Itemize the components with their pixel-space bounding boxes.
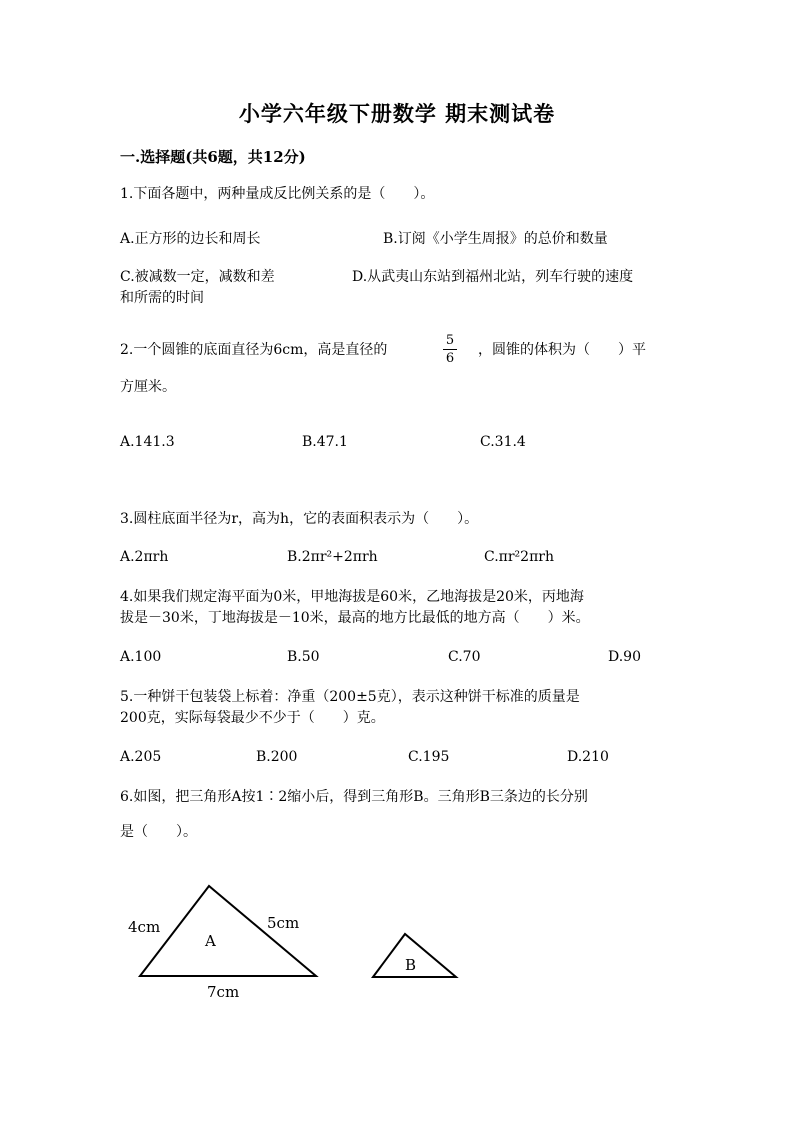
question-1-option-c: C.被减数一定，减数和差 (120, 269, 275, 285)
question-1-option-d-continued: 和所需的时间 (120, 290, 204, 306)
question-3-stem: 3.圆柱底面半径为r，高为h，它的表面积表示为（ ）。 (120, 511, 479, 527)
question-4-option-b: B.50 (287, 649, 320, 665)
question-2-option-a: A.141.3 (120, 434, 175, 450)
question-1-option-d: D.从武夷山东站到福州北站，列车行驶的速度 (352, 269, 634, 285)
question-1-stem: 1.下面各题中，两种量成反比例关系的是（ ）。 (120, 186, 435, 202)
question-3-option-a: A.2πrh (120, 549, 169, 565)
question-4-stem-line1: 4.如果我们规定海平面为0米，甲地海拔是60米，乙地海拔是20米，丙地海 (120, 589, 584, 605)
triangle-b-label: B (405, 956, 417, 974)
question-5-option-d: D.210 (567, 749, 609, 765)
question-2-option-c: C.31.4 (480, 434, 526, 450)
question-4-option-a: A.100 (120, 649, 162, 665)
question-5-option-a: A.205 (120, 749, 162, 765)
fraction-denominator: 6 (445, 351, 455, 366)
question-6-stem-line1: 6.如图，把三角形A按1∶2缩小后，得到三角形B。三角形B三条边的长分别 (120, 789, 588, 805)
question-5-option-c: C.195 (408, 749, 450, 765)
question-5-option-b: B.200 (256, 749, 298, 765)
question-5-stem-line1: 5.一种饼干包装袋上标着：净重（200±5克），表示这种饼干标准的质量是 (120, 689, 580, 705)
question-4-stem-line2: 拔是－30米，丁地海拔是－10米，最高的地方比最低的地方高（ ）米。 (120, 610, 590, 626)
triangle-a-right-side-label: 5cm (267, 914, 300, 932)
question-4-option-d: D.90 (608, 649, 641, 665)
question-2-stem-start: 2.一个圆锥的底面直径为6cm，高是直径的 (120, 342, 388, 358)
question-2-stem-line2: 方厘米。 (120, 379, 176, 395)
triangle-a-bottom-side-label: 7cm (207, 983, 240, 1001)
triangle-a-left-side-label: 4cm (128, 918, 161, 936)
question-2-stem-end: ，圆锥的体积为（ ）平 (478, 342, 646, 358)
question-3-option-b: B.2πr²+2πrh (287, 549, 378, 565)
question-3-option-c: C.πr²2πrh (484, 549, 554, 565)
triangle-a-label: A (205, 932, 216, 950)
question-5-stem-line2: 200克，实际每袋最少不少于（ ）克。 (120, 710, 385, 726)
page-title: 小学六年级下册数学 期末测试卷 (238, 101, 556, 126)
question-6-stem-line2: 是（ ）。 (120, 824, 197, 840)
question-4-option-c: C.70 (448, 649, 481, 665)
fraction-numerator: 5 (445, 333, 455, 348)
question-1-option-a: A.正方形的边长和周长 (120, 231, 261, 247)
section-heading: 一.选择题(共6题，共12分) (120, 148, 306, 166)
question-2-option-b: B.47.1 (302, 434, 348, 450)
question-1-option-b: B.订阅《小学生周报》的总价和数量 (383, 231, 608, 247)
